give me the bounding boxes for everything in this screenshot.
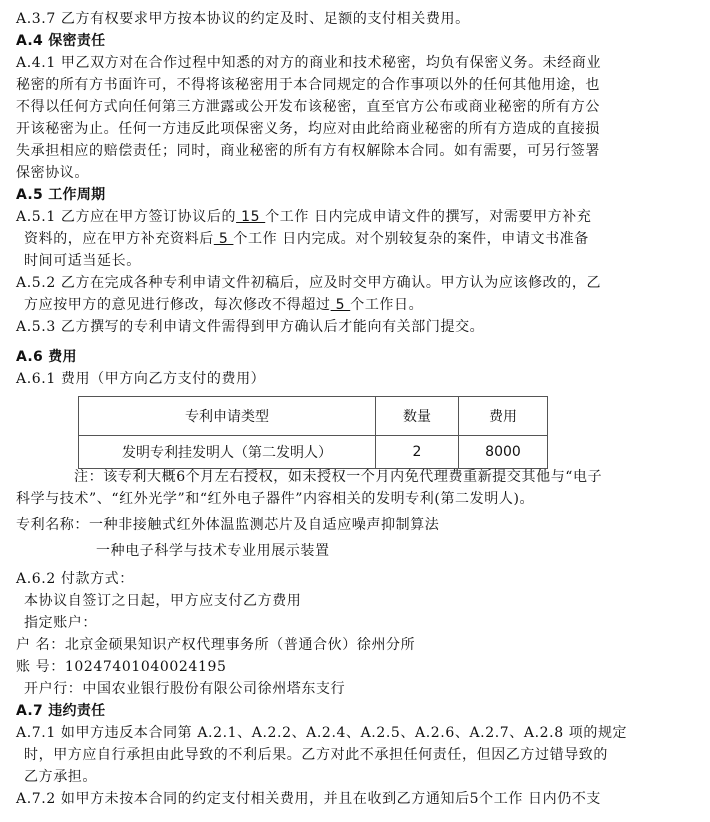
table-row — [79, 436, 548, 469]
clause-a52-text: 方应按甲方的意见进行修改，每次修改不得超过 — [24, 297, 331, 313]
table-header: 数量 — [376, 397, 459, 436]
clause-a41-line6: 保密协议。 — [16, 165, 89, 181]
table-header: 费用 — [459, 397, 548, 436]
clause-a51-line3: 时间可适当延长。 — [24, 253, 141, 269]
clause-a61: A.6.1 费用（甲方向乙方支付的费用） — [16, 371, 266, 387]
days-5: 5 — [213, 231, 234, 247]
clause-a71-line2: 时，甲方应自行承担由此导致的不利后果。乙方对此不承担任何责任，但因乙方过错导致的 — [24, 747, 608, 763]
clause-a53: A.5.3 乙方撰写的专利申请文件需得到甲方确认后才能向有关部门提交。 — [16, 319, 485, 335]
clause-a37: A.3.7 乙方有权要求甲方按本协议的约定及时、足额的支付相关费用。 — [16, 11, 470, 27]
heading-a5: A.5 工作周期 — [16, 187, 106, 203]
table-header-row — [79, 397, 548, 436]
clause-a71-line3: 乙方承担。 — [24, 769, 97, 785]
table-header: 专利申请类型 — [79, 397, 376, 436]
patent-name-line1: 专利名称：一种非接触式红外体温监测芯片及自适应噪声抑制算法 — [16, 517, 440, 533]
heading-a4: A.4 保密责任 — [16, 33, 106, 49]
payment-line1: 本协议自签订之日起，甲方应支付乙方费用 — [24, 593, 302, 609]
clause-a51-text2: 个工作 日内完成申请文件的撰写，对需要甲方补充 — [265, 209, 592, 225]
days-15: 15 — [236, 209, 266, 225]
clause-a51-text3: 资料的，应在甲方补充资料后 — [24, 231, 214, 247]
clause-a41-line4: 开该秘密为止。任何一方违反此项保密义务，均应对由此给商业秘密的所有方造成的直接损 — [16, 121, 600, 137]
note-line1: 注：该专利大概6个月左右授权，如未授权一个月内免代理费重新提交其他与“电子 — [74, 469, 603, 485]
clause-a62: A.6.2 付款方式： — [16, 571, 134, 587]
clause-a51-line1 — [16, 206, 696, 228]
table-cell: 发明专利挂发明人（第二发明人） — [79, 436, 376, 469]
clause-a41-line2: 秘密的所有方书面许可，不得将该秘密用于本合同规定的合作事项以外的任何其他用途，也 — [16, 77, 600, 93]
clause-a52-text2: 个工作日。 — [350, 297, 424, 313]
account-bank: 开户行：中国农业银行股份有限公司徐州塔东支行 — [24, 681, 346, 697]
table-cell: 8000 — [459, 436, 548, 469]
payment-line2: 指定账户： — [24, 615, 97, 631]
clause-a41-line1: A.4.1 甲乙双方对在合作过程中知悉的对方的商业和技术秘密，均负有保密义务。未经商业 — [16, 55, 602, 71]
note-line2: 科学与技术”、“红外光学”和“红外电子器件”内容相关的发明专利(第二发明人)。 — [16, 491, 535, 507]
heading-a7: A.7 违约责任 — [16, 703, 106, 719]
account-number: 账 号：10247401040024195 — [16, 659, 227, 675]
heading-a6: A.6 费用 — [16, 349, 77, 365]
clause-a51-line2 — [24, 228, 704, 250]
clause-a52-line1: A.5.2 乙方在完成各种专利申请文件初稿后，应及时交甲方确认。甲方认为应该修改的，乙 — [16, 275, 602, 291]
fee-table — [78, 396, 548, 469]
clause-a71-line1: A.7.1 如甲方违反本合同第 A.2.1、A.2.2、A.2.4、A.2.5、A.2.6、A.2.7、A.2.8 项的规定 — [16, 725, 628, 741]
account-name: 户 名：北京金硕果知识产权代理事务所（普通合伙）徐州分所 — [16, 637, 416, 653]
clause-a51-text: A.5.1 乙方应在甲方签订协议后的 — [16, 209, 237, 225]
clause-a52-line2 — [24, 294, 704, 316]
clause-a51-text4: 个工作 日内完成。对个别较复杂的案件，申请文书准备 — [233, 231, 589, 247]
clause-a41-line5: 失承担相应的赔偿责任；同时，商业秘密的所有方有权解除本合同。如有需要，可另行签署 — [16, 143, 600, 159]
table-cell: 2 — [376, 436, 459, 469]
patent-name-line2: 一种电子科学与技术专业用展示装置 — [96, 543, 330, 559]
clause-a41-line3: 不得以任何方式向任何第三方泄露或公开发布该秘密，直至官方公布或商业秘密的所有方公 — [16, 99, 600, 115]
clause-a72-line1: A.7.2 如甲方未按本合同的约定支付相关费用，并且在收到乙方通知后5个工作 日内仍不支 — [16, 791, 602, 807]
days-5b: 5 — [330, 297, 351, 313]
